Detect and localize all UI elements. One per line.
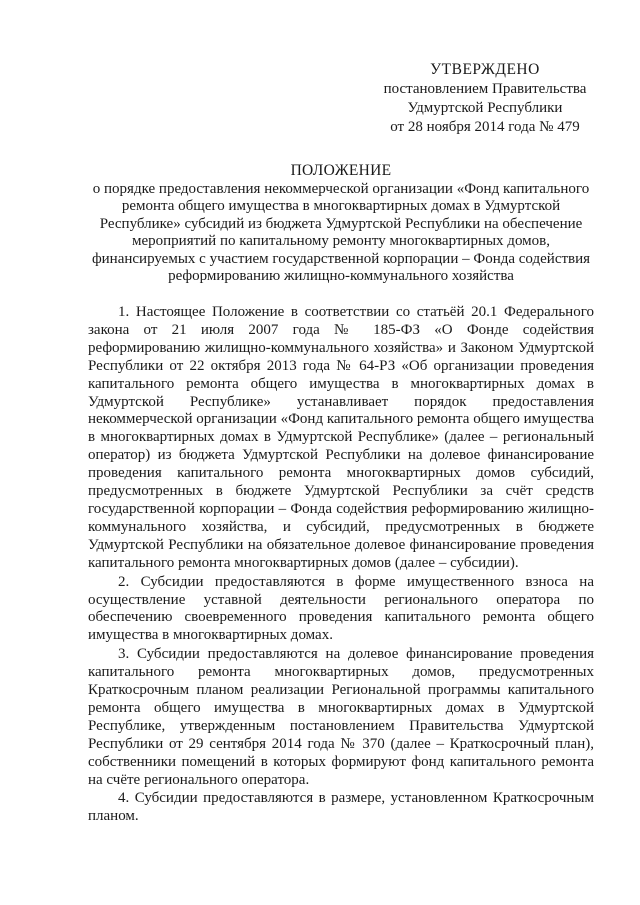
document-body [88,304,594,827]
document-title: ПОЛОЖЕНИЕ [290,162,392,179]
document-title-block [88,162,594,286]
approval-line-1: постановлением Правительства [383,81,587,97]
paragraph-2: 2. Субсидии предоставляются в форме имущественного взноса на осуществление уставной деятельности регионального оператора по обеспечению своевременного проведения капитального ремонта общего имущества в многоквартирных домах. [88,573,594,644]
approval-line-2: Удмуртской Республики [407,100,563,116]
approval-stamp [375,60,595,137]
approval-line-3: от 28 ноября 2014 года № 479 [390,119,580,135]
paragraph-1: 1. Настоящее Положение в соответствии со статьёй 20.1 Федерального закона от 21 июля 2007 года № 185-ФЗ «О Фонде содействия реформированию жилищно-коммунального хозяйства» и Законом Удмуртской Республики от 22 октября 2013 года № 64-РЗ «Об организации проведения капитального ремонта общего имущества в многоквартирных домах в Удмуртской Республике» устанавливает порядок предоставления некоммерческой организации «Фонд капитального ремонта общего имущества в многоквартирных домах в Удмуртской Республике» (далее – региональный оператор) из бюджета Удмуртской Республики на долевое финансирование проведения капитального ремонта многоквартирных домов субсидий, предусмотренных в бюджете Удмуртской Республики за счёт средств государственной корпорации – Фонда содействия реформированию жилищно-коммунального хозяйства, и субсидий, предусмотренных в бюджете Удмуртской Республики на обязательное долевое финансирование проведения капитального ремонта многоквартирных домов (далее – субсидии). [88,304,594,571]
document-subtitle: о порядке предоставления некоммерческой организации «Фонд капитального ремонта общего имущества в многоквартирных домах в Удмуртской Республике» субсидий из бюджета Удмуртской Республики на обеспечение мероприятий по капитальному ремонту многоквартирных домов, финансируемых с участием государственной корпорации – Фонда содействия реформированию жилищно-коммунального хозяйства [91,180,591,284]
paragraph-3: 3. Субсидии предоставляются на долевое финансирование проведения капитального ремонта многоквартирных домов, предусмотренных Краткосрочным планом реализации Региональной программы капитального ремонта общего имущества в многоквартирных домах в Удмуртской Республике, утвержденным постановлением Правительства Удмуртской Республики от 29 сентября 2014 года № 370 (далее – Краткосрочный план), собственники помещений в которых формируют фонд капитального ремонта на счёте регионального оператора. [88,646,594,788]
paragraph-4: 4. Субсидии предоставляются в размере, установленном Краткосрочным планом. [88,790,594,825]
approval-heading: УТВЕРЖДЕНО [430,61,540,78]
